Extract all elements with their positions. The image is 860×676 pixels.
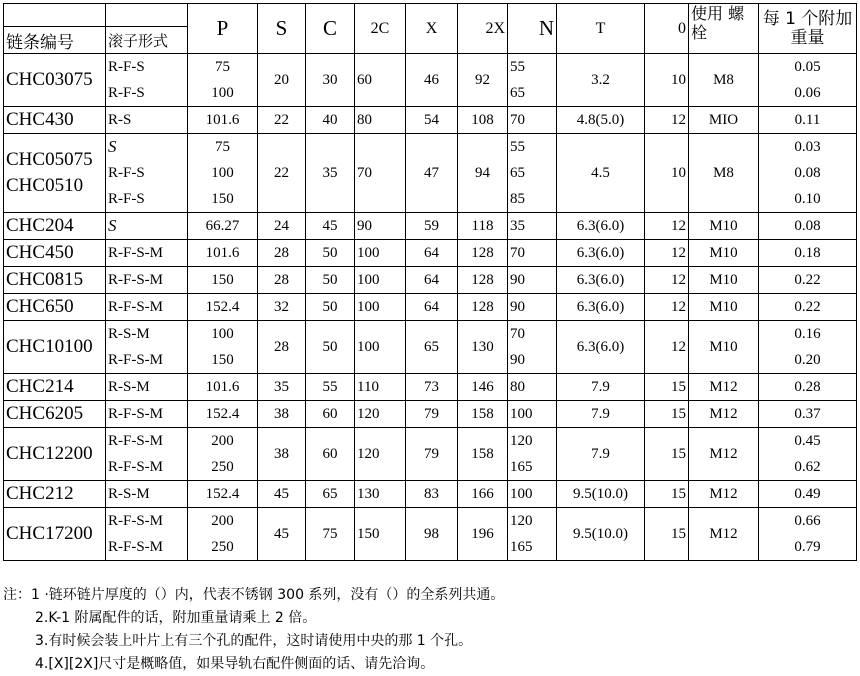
table-row — [4, 267, 857, 294]
n-value: 65 — [510, 85, 525, 101]
weight-value: 0.37 — [794, 406, 821, 422]
cell-roller — [106, 267, 188, 294]
cell-t: 7.9 — [557, 401, 645, 428]
roller-type: R-S — [108, 112, 132, 128]
cell-code — [4, 428, 106, 481]
chain-spec-table — [3, 3, 857, 561]
cell-bolt: M10 — [689, 294, 759, 321]
cell-s: 20 — [258, 54, 306, 107]
n-value: 100 — [510, 486, 533, 502]
cell-code — [4, 508, 106, 561]
cell-bolt: M10 — [689, 321, 759, 374]
weight-value: 0.10 — [794, 191, 821, 207]
cell-weight — [759, 267, 857, 294]
cell-code — [4, 294, 106, 321]
cell-x: 98 — [406, 508, 458, 561]
cell-x: 46 — [406, 54, 458, 107]
cell-2x: 158 — [458, 428, 508, 481]
cell-c: 30 — [306, 54, 355, 107]
header-c: C — [306, 4, 355, 54]
cell-c: 35 — [306, 134, 355, 213]
cell-2c: 120 — [355, 401, 406, 428]
cell-2c: 100 — [355, 240, 406, 267]
cell-s: 32 — [258, 294, 306, 321]
n-value: 120 — [510, 513, 533, 529]
cell-n — [508, 428, 557, 481]
cell-2x: 128 — [458, 240, 508, 267]
n-value: 80 — [510, 379, 525, 395]
p-value: 250 — [211, 539, 234, 555]
header-n: N — [508, 4, 557, 54]
weight-value: 0.49 — [794, 486, 821, 502]
cell-p — [188, 401, 258, 428]
note-2: 2.K-1 附属配件的话，附加重量请乘上 2 倍。 — [35, 610, 317, 626]
cell-t: 6.3(6.0) — [557, 213, 645, 240]
cell-roller — [106, 213, 188, 240]
table-row — [4, 428, 857, 481]
cell-p — [188, 134, 258, 213]
cell-n — [508, 321, 557, 374]
cell-2c: 120 — [355, 428, 406, 481]
header-p: P — [188, 4, 258, 54]
roller-type: R-F-S-M — [108, 299, 164, 315]
weight-value: 0.08 — [794, 218, 821, 234]
cell-p — [188, 321, 258, 374]
chain-code: CHC430 — [6, 109, 74, 130]
header-s: S — [258, 4, 306, 54]
roller-type: R-F-S-M — [108, 245, 164, 261]
cell-c: 50 — [306, 240, 355, 267]
cell-p — [188, 428, 258, 481]
cell-t: 9.5(10.0) — [557, 508, 645, 561]
cell-t: 7.9 — [557, 374, 645, 401]
cell-p — [188, 213, 258, 240]
cell-t: 6.3(6.0) — [557, 240, 645, 267]
cell-2x: 166 — [458, 481, 508, 508]
chain-code: CHC03075 — [6, 69, 93, 90]
roller-type: R-F-S-M — [108, 272, 164, 288]
cell-bolt: M10 — [689, 213, 759, 240]
cell-p — [188, 481, 258, 508]
cell-bolt: M12 — [689, 481, 759, 508]
note-4: 4.[X][2X]尺寸是概略值，如果导轨右配件侧面的话、请先洽询。 — [35, 656, 435, 672]
weight-value: 0.79 — [794, 539, 821, 555]
roller-type: R-F-S — [108, 191, 145, 207]
weight-value: 0.03 — [794, 139, 821, 155]
cell-n — [508, 267, 557, 294]
cell-2x: 108 — [458, 107, 508, 134]
cell-s: 28 — [258, 321, 306, 374]
cell-x: 79 — [406, 428, 458, 481]
cell-o: 12 — [645, 267, 689, 294]
n-value: 70 — [510, 245, 525, 261]
cell-roller — [106, 134, 188, 213]
n-value: 55 — [510, 139, 525, 155]
cell-roller — [106, 54, 188, 107]
cell-n — [508, 134, 557, 213]
weight-value: 0.16 — [794, 326, 821, 342]
cell-2c: 100 — [355, 267, 406, 294]
weight-value: 0.11 — [794, 112, 821, 128]
weight-value: 0.66 — [794, 513, 821, 529]
cell-2c: 130 — [355, 481, 406, 508]
cell-2x: 196 — [458, 508, 508, 561]
p-value: 75 — [215, 139, 230, 155]
roller-type: R-F-S-M — [108, 352, 164, 368]
cell-n — [508, 481, 557, 508]
chain-code: CHC450 — [6, 242, 74, 263]
cell-c: 45 — [306, 213, 355, 240]
cell-n — [508, 240, 557, 267]
n-value: 90 — [510, 299, 525, 315]
cell-bolt: M12 — [689, 428, 759, 481]
roller-type: S — [108, 216, 117, 235]
cell-s: 28 — [258, 240, 306, 267]
cell-code — [4, 213, 106, 240]
p-value: 101.6 — [205, 245, 240, 261]
chain-code: CHC0815 — [6, 269, 84, 290]
weight-value: 0.18 — [794, 245, 821, 261]
cell-2c: 100 — [355, 294, 406, 321]
roller-type: S — [108, 137, 117, 156]
roller-type: R-S-M — [108, 486, 150, 502]
cell-x: 64 — [406, 267, 458, 294]
chain-code: CHC650 — [6, 296, 74, 317]
cell-weight — [759, 54, 857, 107]
cell-weight — [759, 428, 857, 481]
cell-2x: 94 — [458, 134, 508, 213]
cell-roller — [106, 374, 188, 401]
cell-2c: 100 — [355, 321, 406, 374]
cell-c: 40 — [306, 107, 355, 134]
table-row — [4, 213, 857, 240]
header-2x: 2X — [458, 4, 508, 54]
cell-roller — [106, 107, 188, 134]
p-value: 150 — [211, 272, 234, 288]
header-chain-code: 链条编号 — [4, 27, 106, 54]
header-weight: 每 1 个附加重量 — [759, 4, 857, 54]
cell-o: 12 — [645, 213, 689, 240]
table-row — [4, 321, 857, 374]
n-value: 55 — [510, 59, 525, 75]
cell-x: 64 — [406, 240, 458, 267]
n-value: 90 — [510, 352, 525, 368]
cell-weight — [759, 374, 857, 401]
roller-type: R-F-S-M — [108, 513, 164, 529]
cell-weight — [759, 107, 857, 134]
cell-t: 3.2 — [557, 54, 645, 107]
cell-2c: 60 — [355, 54, 406, 107]
cell-weight — [759, 481, 857, 508]
cell-o: 15 — [645, 374, 689, 401]
cell-2x: 92 — [458, 54, 508, 107]
cell-code — [4, 401, 106, 428]
cell-s: 28 — [258, 267, 306, 294]
p-value: 152.4 — [205, 406, 240, 422]
cell-o: 10 — [645, 54, 689, 107]
cell-code — [4, 240, 106, 267]
cell-weight — [759, 240, 857, 267]
p-value: 152.4 — [205, 299, 240, 315]
cell-2x: 118 — [458, 213, 508, 240]
cell-t: 9.5(10.0) — [557, 481, 645, 508]
cell-o: 15 — [645, 481, 689, 508]
cell-weight — [759, 321, 857, 374]
n-value: 70 — [510, 112, 525, 128]
cell-n — [508, 54, 557, 107]
cell-t: 6.3(6.0) — [557, 321, 645, 374]
cell-t: 4.5 — [557, 134, 645, 213]
weight-value: 0.62 — [794, 459, 821, 475]
cell-x: 47 — [406, 134, 458, 213]
header-2c: 2C — [355, 4, 406, 54]
roller-type: R-F-S — [108, 165, 145, 181]
p-value: 250 — [211, 459, 234, 475]
n-value: 165 — [510, 539, 533, 555]
cell-code — [4, 481, 106, 508]
header-blank-code — [4, 4, 106, 27]
cell-2c: 70 — [355, 134, 406, 213]
cell-2c: 80 — [355, 107, 406, 134]
cell-o: 15 — [645, 428, 689, 481]
table-row — [4, 508, 857, 561]
header-roller-type: 滚子形式 — [106, 27, 188, 54]
table-row — [4, 134, 857, 213]
cell-x: 59 — [406, 213, 458, 240]
n-value: 70 — [510, 326, 525, 342]
cell-2c: 110 — [355, 374, 406, 401]
cell-roller — [106, 481, 188, 508]
cell-weight — [759, 294, 857, 321]
cell-c: 50 — [306, 321, 355, 374]
p-value: 200 — [211, 433, 234, 449]
cell-code — [4, 134, 106, 213]
p-value: 101.6 — [205, 112, 240, 128]
cell-s: 22 — [258, 134, 306, 213]
cell-s: 35 — [258, 374, 306, 401]
roller-type: R-S-M — [108, 326, 150, 342]
chain-code: CHC6205 — [6, 403, 84, 424]
header-x: X — [406, 4, 458, 54]
roller-type: R-F-S-M — [108, 459, 164, 475]
cell-x: 73 — [406, 374, 458, 401]
cell-weight — [759, 134, 857, 213]
cell-s: 45 — [258, 481, 306, 508]
cell-c: 75 — [306, 508, 355, 561]
cell-p — [188, 54, 258, 107]
notes — [3, 584, 856, 676]
chain-code: CHC10100 — [6, 336, 93, 357]
cell-2x: 128 — [458, 267, 508, 294]
cell-code — [4, 374, 106, 401]
cell-roller — [106, 294, 188, 321]
chain-code: CHC214 — [6, 376, 74, 397]
cell-s: 38 — [258, 428, 306, 481]
cell-p — [188, 240, 258, 267]
cell-code — [4, 54, 106, 107]
cell-bolt: M12 — [689, 374, 759, 401]
cell-p — [188, 374, 258, 401]
table-row — [4, 374, 857, 401]
cell-weight — [759, 213, 857, 240]
weight-value: 0.20 — [794, 352, 821, 368]
cell-s: 24 — [258, 213, 306, 240]
cell-n — [508, 213, 557, 240]
p-value: 100 — [211, 165, 234, 181]
weight-value: 0.22 — [794, 299, 821, 315]
n-value: 65 — [510, 165, 525, 181]
cell-t: 4.8(5.0) — [557, 107, 645, 134]
cell-o: 12 — [645, 321, 689, 374]
cell-t: 6.3(6.0) — [557, 267, 645, 294]
cell-c: 60 — [306, 401, 355, 428]
cell-2x: 158 — [458, 401, 508, 428]
cell-bolt: M8 — [689, 54, 759, 107]
weight-value: 0.45 — [794, 433, 821, 449]
weight-value: 0.05 — [794, 59, 821, 75]
cell-s: 22 — [258, 107, 306, 134]
cell-c: 50 — [306, 294, 355, 321]
chain-code: CHC17200 — [6, 523, 93, 544]
cell-2c: 150 — [355, 508, 406, 561]
cell-n — [508, 508, 557, 561]
chain-code: CHC05075 — [6, 149, 93, 170]
p-value: 150 — [211, 352, 234, 368]
cell-weight — [759, 401, 857, 428]
cell-t: 6.3(6.0) — [557, 294, 645, 321]
p-value: 100 — [211, 326, 234, 342]
p-value: 150 — [211, 191, 234, 207]
cell-roller — [106, 240, 188, 267]
cell-p — [188, 508, 258, 561]
cell-roller — [106, 428, 188, 481]
cell-p — [188, 267, 258, 294]
weight-value: 0.06 — [794, 85, 821, 101]
cell-roller — [106, 508, 188, 561]
cell-s: 45 — [258, 508, 306, 561]
chain-code: CHC212 — [6, 483, 74, 504]
cell-o: 12 — [645, 294, 689, 321]
cell-code — [4, 321, 106, 374]
n-value: 100 — [510, 406, 533, 422]
weight-value: 0.08 — [794, 165, 821, 181]
cell-s: 38 — [258, 401, 306, 428]
cell-o: 15 — [645, 401, 689, 428]
chain-code: CHC204 — [6, 215, 74, 236]
cell-x: 54 — [406, 107, 458, 134]
p-value: 101.6 — [205, 379, 240, 395]
cell-2x: 146 — [458, 374, 508, 401]
header-t: T — [557, 4, 645, 54]
weight-value: 0.22 — [794, 272, 821, 288]
cell-p — [188, 294, 258, 321]
header-bolt: 使用 螺栓 — [689, 4, 759, 54]
header-o: 0 — [645, 4, 689, 54]
n-value: 165 — [510, 459, 533, 475]
roller-type: R-F-S-M — [108, 406, 164, 422]
n-value: 90 — [510, 272, 525, 288]
cell-x: 65 — [406, 321, 458, 374]
cell-bolt: M12 — [689, 508, 759, 561]
header-blank-roller — [106, 4, 188, 27]
cell-2c: 90 — [355, 213, 406, 240]
roller-type: R-F-S-M — [108, 539, 164, 555]
p-value: 152.4 — [205, 486, 240, 502]
cell-x: 64 — [406, 294, 458, 321]
p-value: 200 — [211, 513, 234, 529]
cell-2x: 130 — [458, 321, 508, 374]
table-row — [4, 107, 857, 134]
cell-2x: 128 — [458, 294, 508, 321]
cell-p — [188, 107, 258, 134]
cell-roller — [106, 401, 188, 428]
cell-x: 83 — [406, 481, 458, 508]
table-row — [4, 54, 857, 107]
cell-c: 65 — [306, 481, 355, 508]
table-row — [4, 401, 857, 428]
cell-t: 7.9 — [557, 428, 645, 481]
n-value: 85 — [510, 191, 525, 207]
cell-bolt: MIO — [689, 107, 759, 134]
roller-type: R-S-M — [108, 379, 150, 395]
cell-bolt: M12 — [689, 401, 759, 428]
cell-bolt: M8 — [689, 134, 759, 213]
cell-o: 12 — [645, 107, 689, 134]
cell-o: 12 — [645, 240, 689, 267]
cell-c: 55 — [306, 374, 355, 401]
cell-code — [4, 267, 106, 294]
n-value: 120 — [510, 433, 533, 449]
cell-o: 10 — [645, 134, 689, 213]
p-value: 66.27 — [205, 218, 240, 234]
cell-n — [508, 401, 557, 428]
p-value: 100 — [211, 85, 234, 101]
cell-c: 50 — [306, 267, 355, 294]
cell-bolt: M10 — [689, 240, 759, 267]
note-3: 3.有时候会装上叶片上有三个孔的配件，这时请使用中央的那 1 个孔。 — [35, 633, 473, 649]
note-1: 注：1 ·链环链片厚度的（）内，代表不锈钢 300 系列，没有（）的全系列共通。 — [3, 587, 505, 603]
p-value: 75 — [215, 59, 230, 75]
chain-code: CHC0510 — [6, 175, 84, 196]
n-value: 35 — [510, 218, 525, 234]
cell-c: 60 — [306, 428, 355, 481]
cell-o: 15 — [645, 508, 689, 561]
cell-code — [4, 107, 106, 134]
cell-n — [508, 374, 557, 401]
roller-type: R-F-S-M — [108, 433, 164, 449]
cell-x: 79 — [406, 401, 458, 428]
cell-n — [508, 294, 557, 321]
table-row — [4, 481, 857, 508]
cell-bolt: M10 — [689, 267, 759, 294]
chain-code: CHC12200 — [6, 443, 93, 464]
cell-n — [508, 107, 557, 134]
roller-type: R-F-S — [108, 85, 145, 101]
table-row — [4, 294, 857, 321]
cell-roller — [106, 321, 188, 374]
weight-value: 0.28 — [794, 379, 821, 395]
cell-weight — [759, 508, 857, 561]
roller-type: R-F-S — [108, 59, 145, 75]
table-row — [4, 240, 857, 267]
